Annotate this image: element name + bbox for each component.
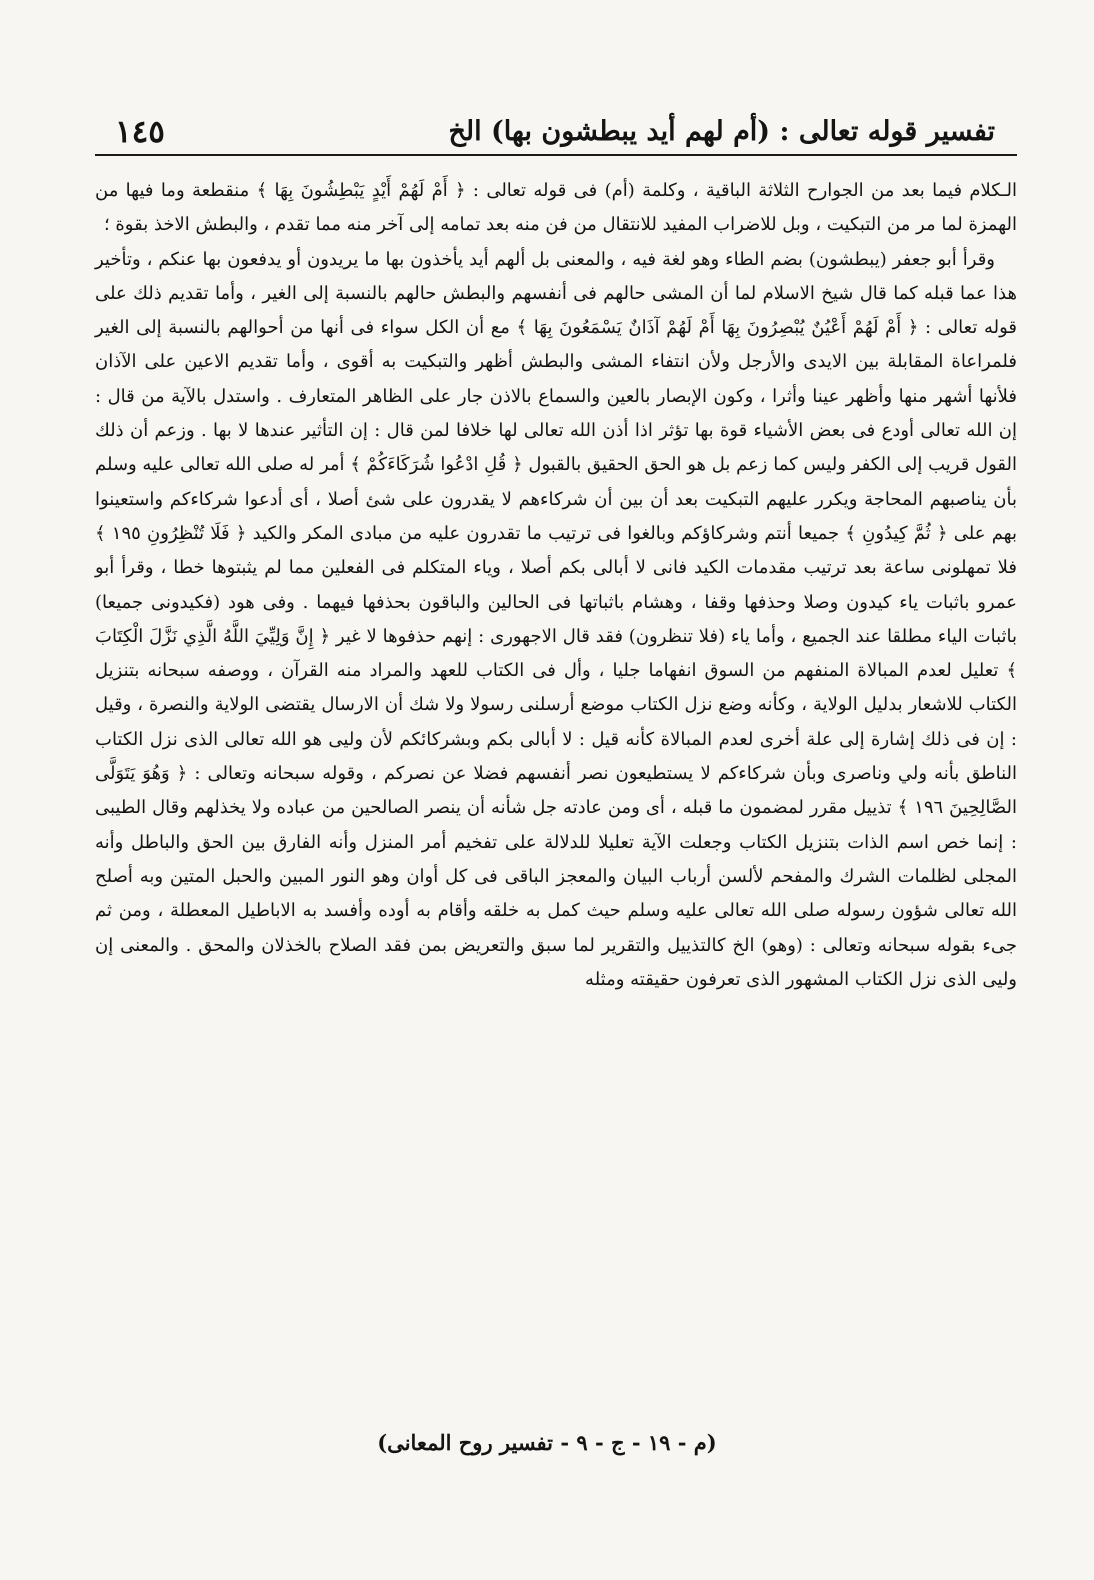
page-number: ١٤٥ <box>115 114 165 150</box>
body-text <box>95 174 1017 997</box>
paragraph: الـكلام فيما بعد من الجوارح الثلاثة الباقية ، وكلمة (أم) فى قوله تعالى : ﴿ أَمْ لَهُمْ أَيْدٍ يَبْطِشُونَ بِهَا ﴾ منقطعة وما فيها من الهمزة لما مر من التبكيت ، وبل للاضراب المفيد للانتقال من فن منه بعد تمامه إلى آخر منه مما تقدم ، والبطش الاخذ بقوة ؛ <box>95 180 1017 236</box>
footer-signature: (م - ١٩ - ج - ٩ - تفسير روح المعانى) <box>377 1430 717 1455</box>
header-rule <box>95 154 1017 156</box>
running-title: تفسير قوله تعالى : (أم لهم أيد يبطشون بها) الخ <box>448 116 995 147</box>
paragraph: وقرأ أبو جعفر (يبطشون) بضم الطاء وهو لغة فيه ، والمعنى بل ألهم أيد يأخذون بها ما يريدون أو يدفعون بها عنكم ، وتأخير هذا عما قبله كما قال شيخ الاسلام لما أن المشى حالهم فى أنفسهم والبطش حالهم بالنسبة إلى الغير ، وأما تقديم ذلك على قوله تعالى : ﴿ أَمْ لَهُمْ أَعْيُنٌ يُبْصِرُونَ بِهَا أَمْ لَهُمْ آذَانٌ يَسْمَعُونَ بِهَا ﴾ مع أن الكل سواء فى أنها من أحوالهم بالنسبة إلى الغير فلمراعاة المقابلة بين الايدى والأرجل ولأن انتفاء المشى والبطش أظهر والتبكيت به أقوى ، وأما تقديم الاعين على الآذان فلأنها أشهر منها وأظهر عينا وأثرا ، وكون الإبصار بالعين والسماع بالاذن جار على الظاهر المتعارف . واستدل بالآية من قال : إن الله تعالى أودع فى بعض الأشياء قوة بها تؤثر اذا أذن الله تعالى لها خلافا لمن قال : إن التأثير عندها لا بها . وزعم أن ذلك القول قريب إلى الكفر وليس كما زعم بل هو الحق الحقيق بالقبول ﴿ قُلِ ادْعُوا شُرَكَاءَكُمْ ﴾ أمر له صلى الله تعالى عليه وسلم بأن يناصبهم المحاجة ويكرر عليهم التبكيت بعد أن بين أن شركاءهم لا يقدرون على شئ أصلا ، أى أدعوا شركاءكم واستعينوا بهم على ﴿ ثُمَّ كِيدُونِ ﴾ جميعا أنتم وشركاؤكم وبالغوا فى ترتيب ما تقدرون عليه من مبادى المكر والكيد ﴿ فَلَا تُنْظِرُونِ ١٩٥ ﴾ فلا تمهلونى ساعة بعد ترتيب مقدمات الكيد فانى لا أبالى بكم أصلا ، وياء المتكلم فى الفعلين مما لم يثبتوها خطا ، وقرأ أبو عمرو باثبات ياء كيدون وصلا وحذفها وقفا ، وهشام باثباتها فى الحالين والباقون بحذفها فيهما . وفى هود (فكيدونى جميعا) باثبات الياء مطلقا عند الجميع ، وأما ياء (فلا تنظرون) فقد قال الاجهورى : إنهم حذفوها لا غير ﴿ إِنَّ وَلِيِّيَ اللَّهُ الَّذِي نَزَّلَ الْكِتَابَ ﴾ تعليل لعدم المبالاة المنفهم من السوق انفهاما جليا ، وأل فى الكتاب للعهد والمراد منه القرآن ، ووصفه سبحانه بتنزيل الكتاب للاشعار بدليل الولاية ، وكأنه وضع نزل الكتاب موضع أرسلنى رسولا ولا شك أن الارسال يقتضى الولاية والنصرة ، وقيل : إن فى ذلك إشارة إلى علة أخرى لعدم المبالاة كأنه قيل : لا أبالى بكم وبشركائكم لأن وليى هو الله تعالى الذى نزل الكتاب الناطق بأنه ولي وناصرى وبأن شركاءكم لا يستطيعون نصر أنفسهم فضلا عن نصركم ، وقوله سبحانه وتعالى : ﴿ وَهُوَ يَتَوَلَّى الصَّالِحِينَ ١٩٦ ﴾ تذييل مقرر لمضمون ما قبله ، أى ومن عادته جل شأنه أن ينصر الصالحين من عباده ولا يخذلهم وقال الطيبى : إنما خص اسم الذات بتنزيل الكتاب وجعلت الآية تعليلا للدلالة على تفخيم أمر المنزل وأنه الفارق بين الحق والباطل وأنه المجلى لظلمات الشرك والمفحم لألسن أرباب البيان والمعجز الباقى فى كل أوان وهو النور المبين والحبل المتين وبه أصلح الله تعالى شؤون رسوله صلى الله تعالى عليه وسلم حيث كمل به خلقه وأقام به أوده وأفسد به الاباطيل المعطلة ، ومن ثم جىء بقوله سبحانه وتعالى : (وهو) الخ كالتذييل والتقرير لما سبق والتعريض بمن فقد الصلاح بالخذلان والمحق . والمعنى إن وليى الذى نزل الكتاب المشهور الذى تعرفون حقيقته ومثله <box>95 248 1018 990</box>
page-header <box>95 110 1015 156</box>
